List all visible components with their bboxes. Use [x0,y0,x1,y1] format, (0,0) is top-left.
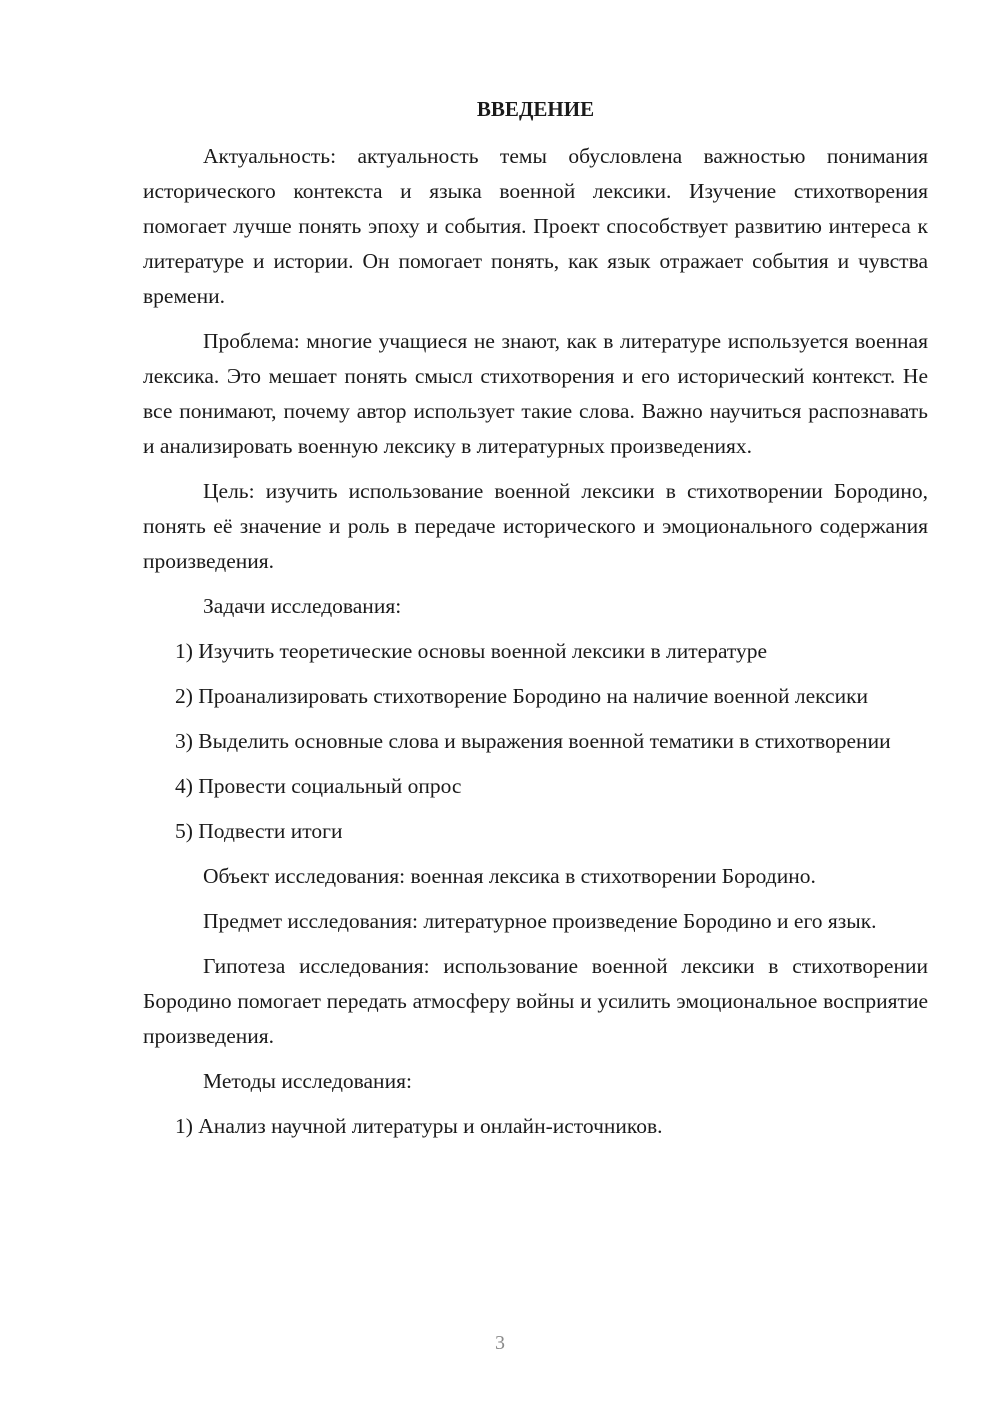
tasks-heading: Задачи исследования: [203,594,402,618]
page-number: 3 [495,1332,505,1354]
goal-paragraph: Цель: изучить использование военной лексики в стихотворении Бородино, понять её значение и роль в передаче исторического и эмоционального содержания произведения. [143,479,928,573]
section-title: ВВЕДЕНИЕ [476,97,595,121]
task-item: 2) Проанализировать стихотворение Бородино на наличие военной лексики [175,684,869,708]
subject-paragraph: Предмет исследования: литературное произведение Бородино и его язык. [203,909,877,933]
hypothesis-paragraph: Гипотеза исследования: использование военной лексики в стихотворении Бородино помогает передать атмосферу войны и усилить эмоциональное восприятие произведения. [143,954,928,1048]
document-page [143,92,928,1154]
method-item: 1) Анализ научной литературы и онлайн-источников. [175,1114,663,1138]
task-item: 3) Выделить основные слова и выражения военной тематики в стихотворении [175,729,891,753]
task-item: 4) Провести социальный опрос [175,774,462,798]
methods-heading: Методы исследования: [203,1069,412,1093]
task-item: 5) Подвести итоги [175,819,343,843]
problem-paragraph: Проблема: многие учащиеся не знают, как в литературе используется военная лексика. Это мешает понять смысл стихотворения и его исторический контекст. Не все понимают, почему автор использует такие слова. Важно научиться распознавать и анализировать военную лексику в литературных произведениях. [143,329,928,458]
task-item: 1) Изучить теоретические основы военной лексики в литературе [175,639,768,663]
object-paragraph: Объект исследования: военная лексика в стихотворении Бородино. [203,864,816,888]
relevance-paragraph: Актуальность: актуальность темы обусловлена важностью понимания исторического контекста и языка военной лексики. Изучение стихотворения помогает лучше понять эпоху и события. Проект способствует развитию интереса к литературе и истории. Он помогает понять, как язык отражает события и чувства времени. [143,144,928,308]
